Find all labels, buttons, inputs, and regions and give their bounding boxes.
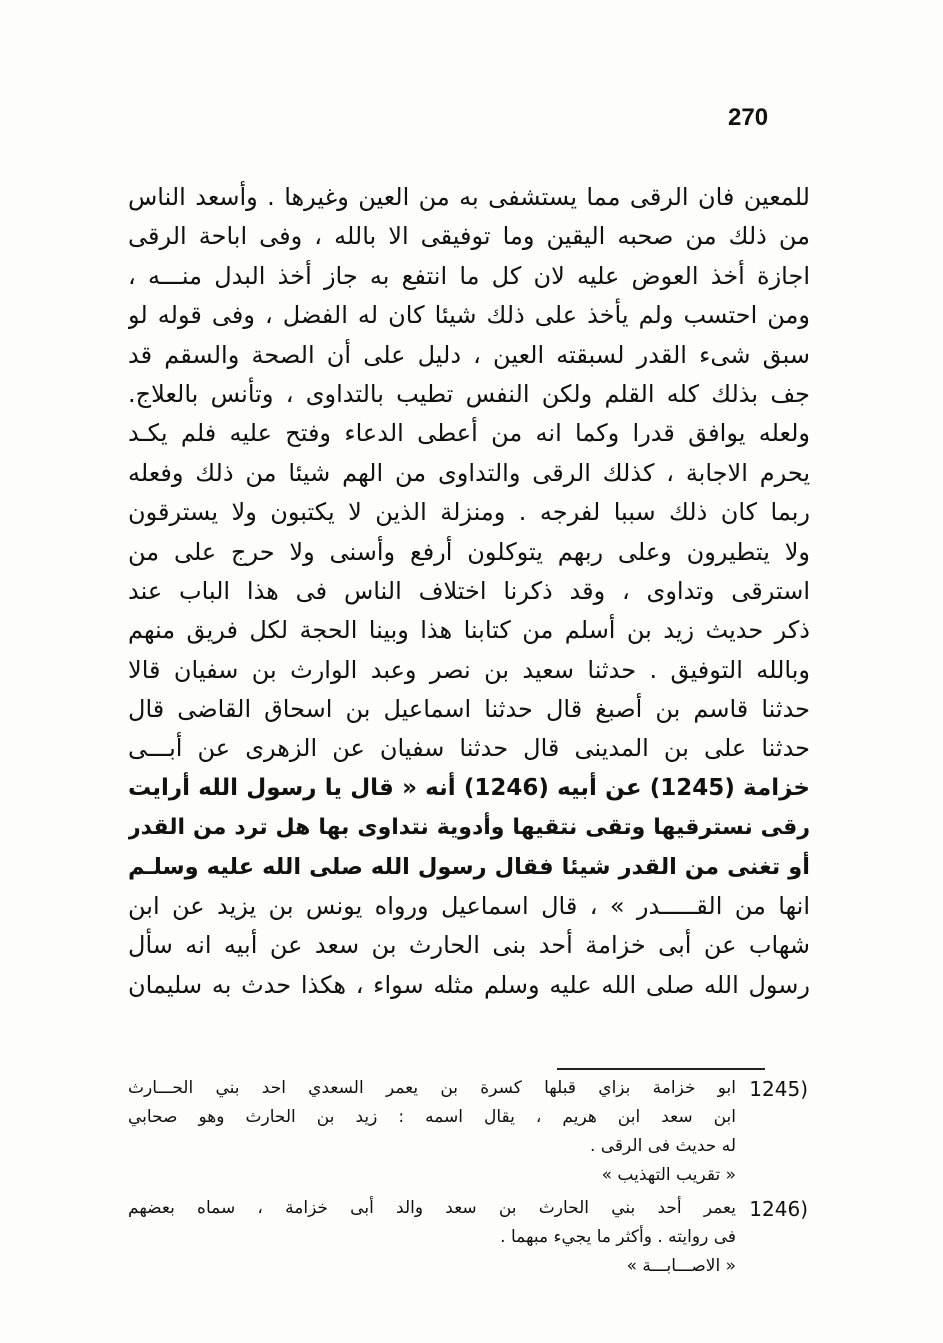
footnote-line: يعمر أحد بني الحارث بن سعد والد أبى خزامة ، سماه بعضهم — [128, 1198, 736, 1218]
text-line: اجازة أخذ العوض عليه لان كل ما انتفع به جاز أخذ البدل منـــه ، — [128, 261, 810, 290]
footnote-divider — [557, 1068, 765, 1070]
text-line: رسول الله صلى الله عليه وسلم مثله سواء ، هكذا حدث به سليمان — [128, 970, 810, 999]
text-line: من ذلك من صحبه اليقين وما توفيقى الا بالله ، وفى اباحة الرقى — [128, 222, 810, 251]
text-line: حدثنا قاسم بن أصبغ قال حدثنا اسماعيل بن اسحاق القاضى قال — [128, 695, 810, 724]
text-line: يحرم الاجابة ، كذلك الرقى والتداوى من الهم شيئا من ذلك وفعله — [128, 458, 810, 487]
text-line: حدثنا على بن المدينى قال حدثنا سفيان عن الزهرى عن أبـــى — [128, 734, 810, 763]
text-line: سبق شىء القدر لسبقته العين ، دليل على أن الصحة والسقم قد — [128, 340, 810, 369]
text-line: للمعين فان الرقى مما يستشفى به من العين وغيرها . وأسعد الناس — [128, 183, 810, 211]
text-line: استرقى وتداوى ، وقد ذكرنا اختلاف الناس فى هذا الباب عند — [128, 576, 810, 605]
footnote-source: « الاصـــابـــة » — [626, 1256, 736, 1276]
page-number: 270 — [728, 104, 769, 131]
footnote-source: « تقريب التهذيب » — [601, 1165, 736, 1185]
text-line: ولا يتطيرون وعلى ربهم يتوكلون أرفع وأسنى ولا حرج على من — [128, 537, 810, 566]
text-line: شهاب عن أبى خزامة أحد بنى الحارث بن سعد عن أبيه انه سأل — [128, 931, 810, 960]
text-line: وبالله التوفيق . حدثنا سعيد بن نصر وعبد الوارث بن سفيان قالا — [128, 655, 810, 684]
text-line-bold: رقى نسترقيها وتقى نتقيها وأدوية نتداوى بها هل ترد من القدر — [128, 815, 810, 841]
footnote-number: 1245) — [749, 1077, 808, 1101]
text-line: ومن احتسب ولم يأخذ على ذلك شيئا كان له الفضل ، وفى قوله لو — [128, 301, 810, 330]
text-line-bold: أو تغنى من القدر شيئا فقال رسول الله صلى الله عليه وسلـم — [128, 853, 810, 880]
footnote-line: ابن سعد ابن هريم ، يقال اسمه : زيد بن الحارث وهو صحابي — [128, 1107, 736, 1127]
footnote-line: ابو خزامة بزاي قبلها كسرة بن يعمر السعدي احد بني الحـــارث — [128, 1078, 736, 1098]
text-line: انها من القـــــدر » ، قال اسماعيل ورواه يونس بن يزيد عن ابن — [128, 892, 810, 921]
body-text — [128, 178, 810, 1005]
footnote-1245 — [128, 1074, 808, 1190]
text-line: ربما كان ذلك سببا لفرجه . ومنزلة الذين لا يكتبون ولا يسترقون — [128, 498, 810, 527]
text-line: جف بذلك كله القلم ولكن النفس تطيب بالتداوى ، وتأنس بالعلاج. — [128, 379, 810, 408]
footnote-line: فى روايته . وأكثر ما يجيء مبهما . — [500, 1227, 736, 1247]
footnote-line: له حديث فى الرقى . — [589, 1136, 736, 1156]
footnote-number: 1246) — [749, 1197, 808, 1221]
footnotes — [128, 1074, 808, 1285]
footnote-1246 — [128, 1194, 808, 1281]
text-line: ذكر حديث زيد بن أسلم من كتابنا هذا وبينا الحجة لكل فريق منهم — [128, 616, 810, 645]
text-line-bold: خزامة (1245) عن أبيه (1246) أنه « قال يا رسول الله أرايت — [128, 774, 810, 801]
text-line: ولعله يوافق قدرا وكما انه من أعطى الدعاء وفتح عليه فلم يكـد — [128, 419, 810, 448]
